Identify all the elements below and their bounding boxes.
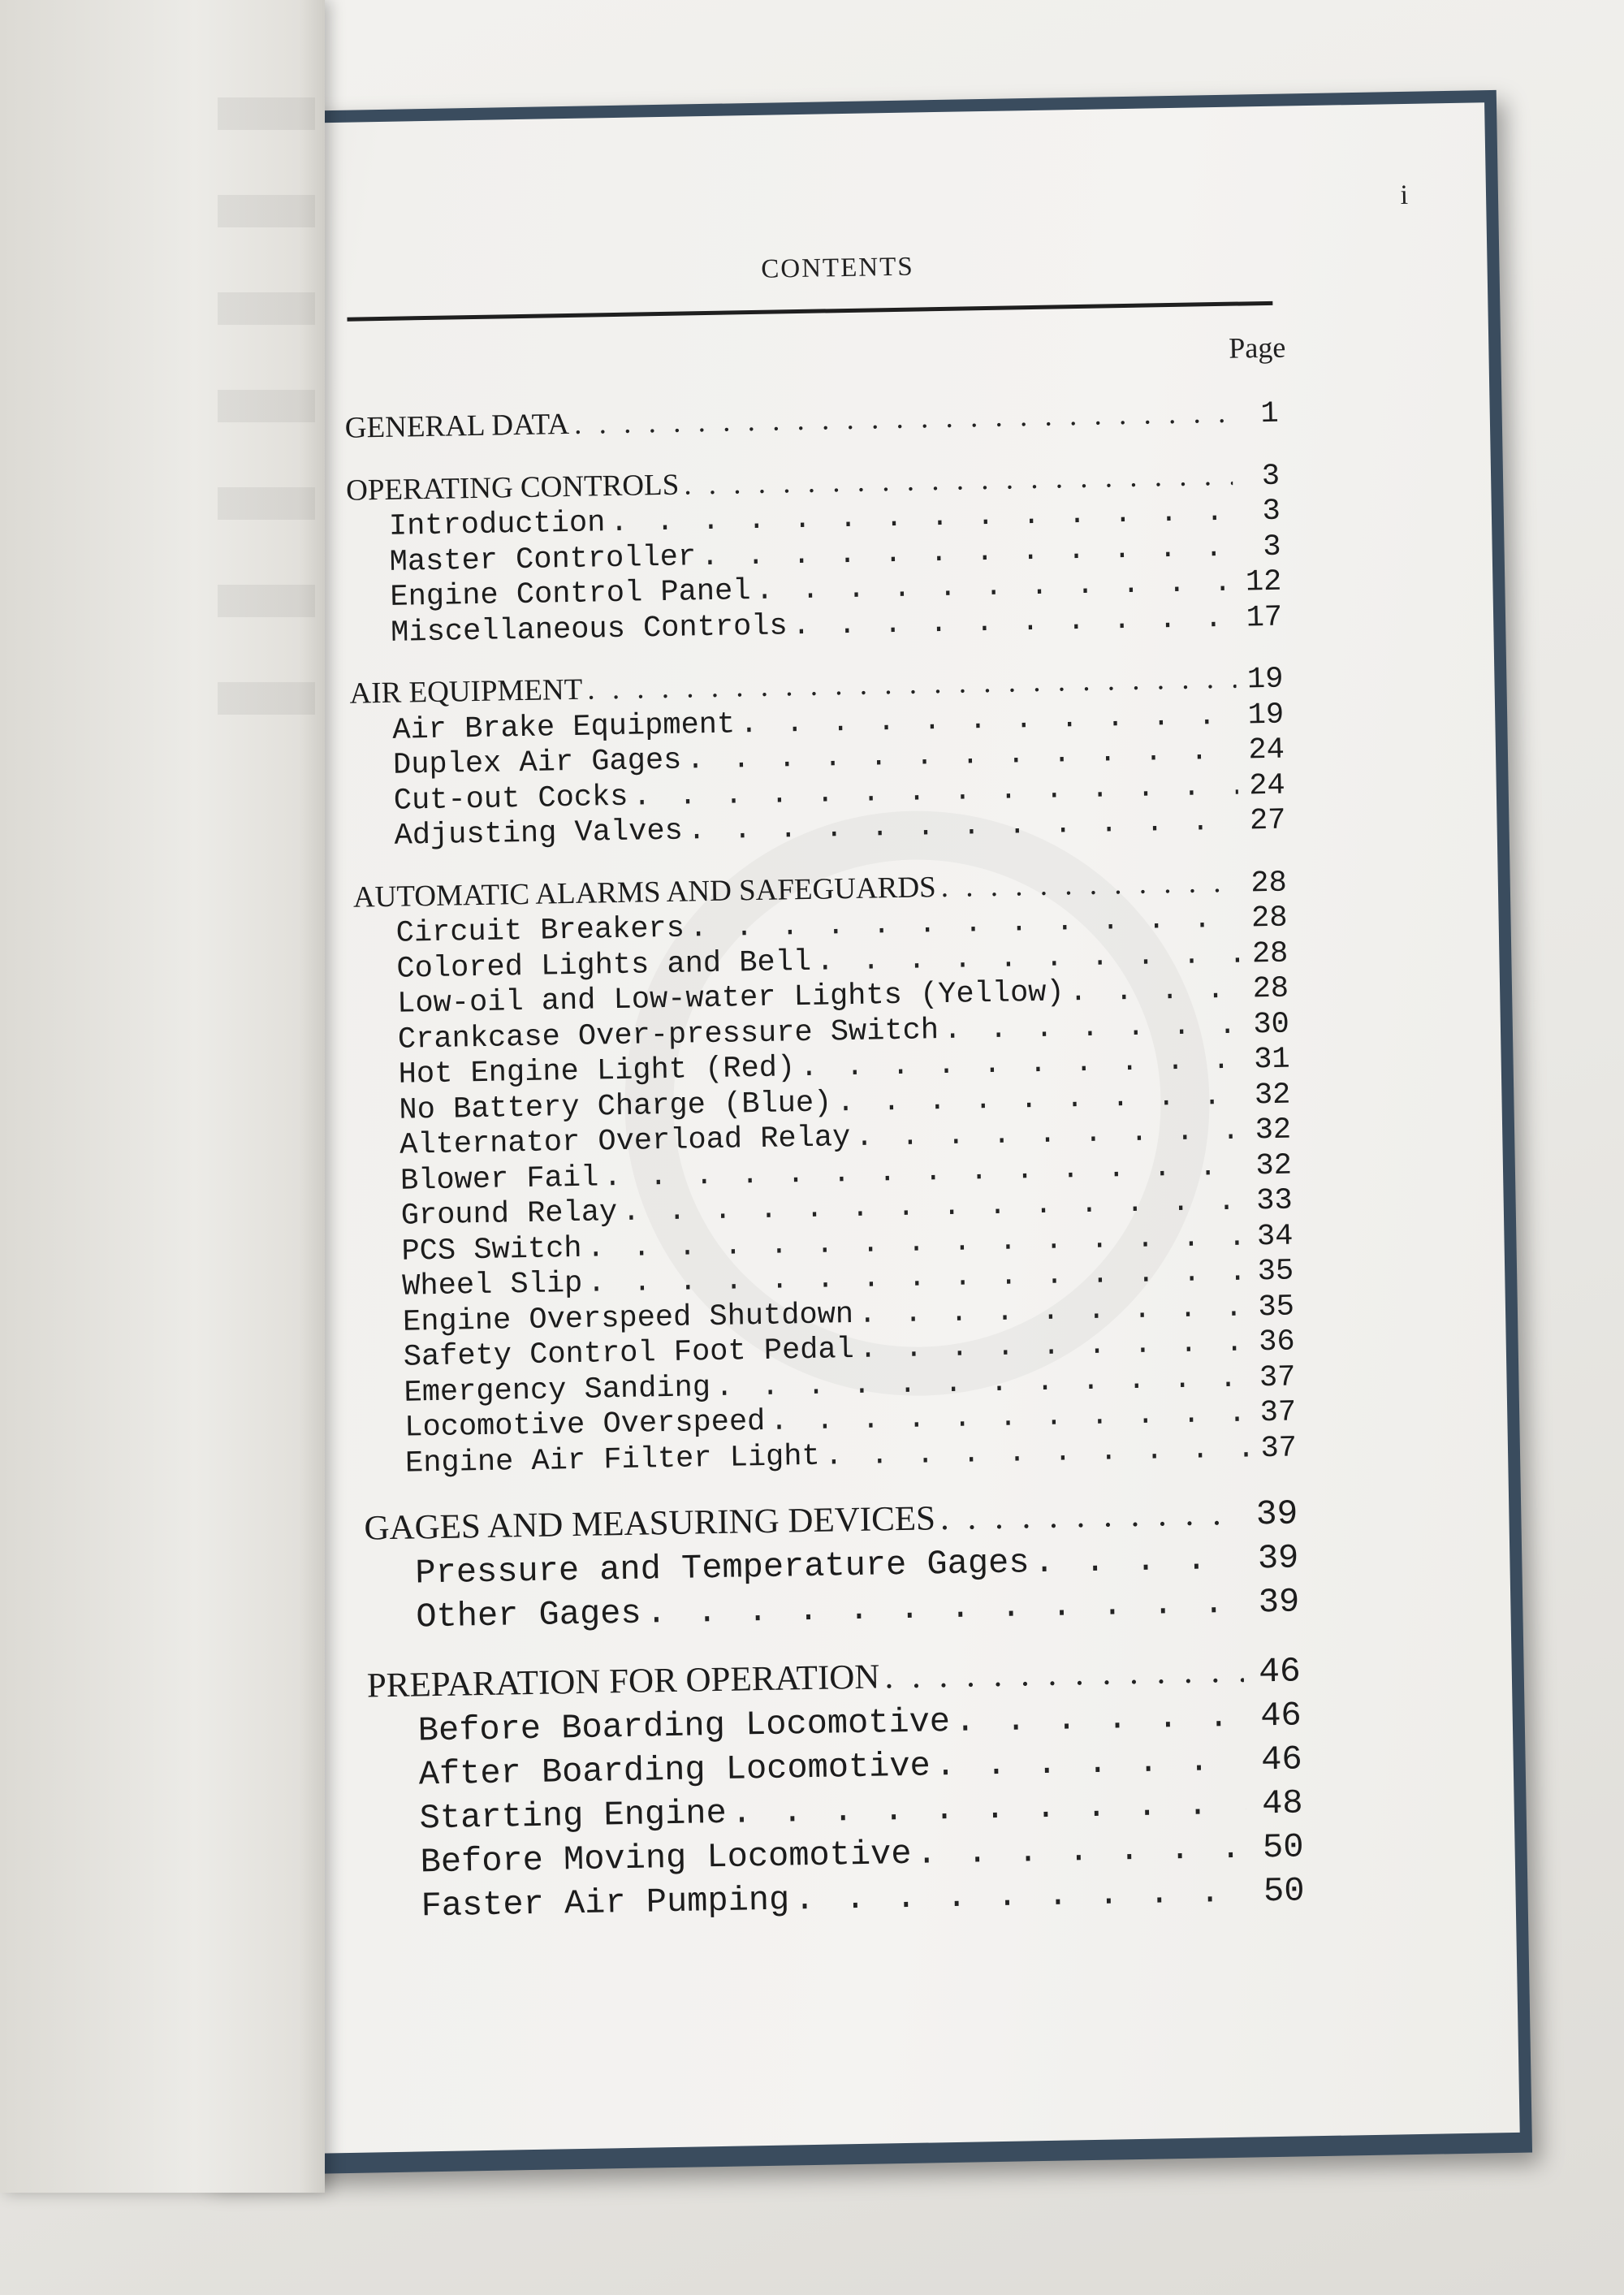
toc-entry-label: Faster Air Pumping bbox=[421, 1880, 790, 1926]
toc-page-number: 28 bbox=[1250, 901, 1288, 936]
toc-page-number: 46 bbox=[1258, 1651, 1302, 1692]
toc-page-number: 12 bbox=[1245, 564, 1282, 600]
toc-entry-label: After Boarding Locomotive bbox=[418, 1746, 931, 1795]
toc-entry-label: Air Brake Equipment bbox=[391, 707, 736, 748]
toc-entry-label: Wheel Slip bbox=[401, 1266, 583, 1304]
toc-entry-label: Before Boarding Locomotive bbox=[417, 1702, 951, 1751]
dot-leader bbox=[916, 1826, 1247, 1876]
dot-leader bbox=[792, 601, 1235, 644]
toc-page-number: 37 bbox=[1260, 1431, 1298, 1466]
toc-page-number: 46 bbox=[1259, 1696, 1302, 1736]
toc-section bbox=[364, 1491, 1300, 1640]
toc-entry-label: Alternator Overload Relay bbox=[399, 1121, 851, 1163]
toc-entry-label: Ground Relay bbox=[400, 1195, 618, 1234]
toc-page-number: 33 bbox=[1255, 1183, 1293, 1219]
dot-leader bbox=[955, 1695, 1246, 1744]
show-through-print bbox=[218, 97, 315, 747]
toc-page-number: 39 bbox=[1257, 1538, 1299, 1579]
toc-page-number: 39 bbox=[1255, 1493, 1298, 1535]
toc-section-heading bbox=[344, 395, 1279, 449]
toc-entry-label: Colored Lights and Bell bbox=[396, 944, 812, 987]
toc-page-number: 3 bbox=[1261, 459, 1281, 494]
toc-page-number: 37 bbox=[1259, 1395, 1297, 1431]
toc-page-number: 50 bbox=[1263, 1871, 1305, 1912]
dot-leader bbox=[646, 1581, 1243, 1636]
page-column-label: Page bbox=[1228, 331, 1286, 365]
toc-entry-label: Emergency Sanding bbox=[404, 1370, 711, 1411]
toc-page-number: 32 bbox=[1255, 1148, 1293, 1183]
toc-page-number: 1 bbox=[1260, 396, 1280, 432]
toc-page-number: 3 bbox=[1262, 529, 1281, 564]
toc-entry-label: Engine Overspeed Shutdown bbox=[402, 1297, 854, 1340]
toc-page-number: 19 bbox=[1247, 698, 1285, 733]
toc-page-number: 30 bbox=[1253, 1007, 1290, 1042]
facing-left-page bbox=[0, 0, 325, 2193]
toc-section bbox=[366, 1648, 1305, 1929]
dot-leader bbox=[940, 864, 1240, 905]
dot-leader bbox=[939, 1492, 1241, 1541]
toc-page-number: 28 bbox=[1251, 936, 1289, 971]
toc-section-title: PREPARATION FOR OPERATION bbox=[366, 1658, 880, 1705]
toc-page-number: 39 bbox=[1258, 1582, 1300, 1623]
toc-section-title: GAGES AND MEASURING DEVICES bbox=[364, 1499, 936, 1548]
page-title: CONTENTS bbox=[761, 252, 914, 284]
toc-entry-label: Introduction bbox=[388, 506, 606, 544]
dot-leader bbox=[1069, 973, 1242, 1011]
toc-entry-label: Blower Fail bbox=[400, 1160, 599, 1199]
toc-section bbox=[346, 456, 1283, 652]
dot-leader bbox=[824, 1432, 1250, 1475]
toc-entry-label: Other Gages bbox=[415, 1593, 642, 1637]
toc-entry-label: Adjusting Valves bbox=[394, 814, 684, 854]
toc-entry-label: Starting Engine bbox=[419, 1793, 728, 1839]
toc-page-number: 24 bbox=[1248, 733, 1285, 768]
toc-page-number: 19 bbox=[1246, 662, 1284, 698]
contents-page bbox=[185, 102, 1519, 2155]
toc-page-number: 3 bbox=[1262, 494, 1281, 529]
toc-section-title: AIR EQUIPMENT bbox=[349, 672, 583, 711]
toc-entry-label: Crankcase Over-pressure Switch bbox=[397, 1013, 939, 1057]
toc-page-number: 32 bbox=[1254, 1078, 1291, 1113]
toc-page-number: 31 bbox=[1253, 1042, 1290, 1078]
toc-page-number: 24 bbox=[1248, 768, 1286, 803]
toc-entry-label: Before Moving Locomotive bbox=[420, 1834, 912, 1882]
toc-section-title: AUTOMATIC ALARMS AND SAFEGUARDS bbox=[352, 870, 937, 914]
table-of-contents bbox=[344, 395, 1305, 1954]
toc-entry-label: Duplex Air Gages bbox=[392, 743, 682, 783]
toc-page-number: 48 bbox=[1261, 1783, 1303, 1824]
toc-page-number: 46 bbox=[1260, 1740, 1303, 1780]
toc-entry-label: Safety Control Foot Pedal bbox=[403, 1333, 855, 1375]
toc-entry-label: Engine Control Panel bbox=[390, 574, 751, 615]
toc-section bbox=[353, 863, 1298, 1482]
toc-page-number: 36 bbox=[1258, 1325, 1296, 1360]
toc-page-number: 27 bbox=[1249, 803, 1286, 839]
toc-entry-label: Cut-out Cocks bbox=[393, 780, 628, 819]
toc-section bbox=[344, 395, 1279, 449]
toc-entry-label: Low-oil and Low-water Lights (Yellow) bbox=[396, 975, 1065, 1022]
dot-leader bbox=[574, 395, 1232, 443]
toc-entry-label: Pressure and Temperature Gages bbox=[415, 1543, 1030, 1593]
toc-section bbox=[349, 660, 1286, 856]
toc-page-number: 28 bbox=[1250, 866, 1288, 901]
toc-section-title: OPERATING CONTROLS bbox=[345, 468, 680, 508]
toc-page-number: 32 bbox=[1255, 1113, 1292, 1148]
dot-leader bbox=[935, 1739, 1246, 1788]
toc-page-number: 35 bbox=[1258, 1290, 1295, 1325]
toc-entry-label: Locomotive Overspeed bbox=[404, 1404, 766, 1446]
toc-entry-label: No Battery Charge (Blue) bbox=[399, 1085, 832, 1128]
toc-entry-label: Circuit Breakers bbox=[395, 911, 685, 951]
dot-leader bbox=[1034, 1537, 1242, 1584]
title-rule bbox=[347, 301, 1272, 322]
dot-leader bbox=[944, 1008, 1243, 1048]
toc-page-number: 17 bbox=[1246, 600, 1283, 635]
toc-entry-label: Master Controller bbox=[389, 539, 697, 580]
page-number: i bbox=[1400, 179, 1409, 211]
dot-leader bbox=[684, 457, 1233, 502]
toc-entry-label: Miscellaneous Controls bbox=[390, 608, 788, 650]
toc-page-number: 37 bbox=[1259, 1360, 1296, 1395]
toc-entry-label: PCS Switch bbox=[401, 1231, 582, 1269]
toc-page-number: 50 bbox=[1262, 1827, 1304, 1868]
dot-leader bbox=[884, 1649, 1244, 1700]
toc-entry-label: Hot Engine Light (Red) bbox=[398, 1051, 796, 1092]
toc-page-number: 35 bbox=[1257, 1254, 1294, 1290]
toc-section-title: GENERAL DATA bbox=[344, 407, 570, 445]
toc-entry-label: Engine Air Filter Light bbox=[404, 1439, 821, 1481]
toc-page-number: 28 bbox=[1252, 971, 1289, 1007]
dot-leader bbox=[794, 1870, 1248, 1922]
toc-page-number: 34 bbox=[1256, 1219, 1294, 1254]
